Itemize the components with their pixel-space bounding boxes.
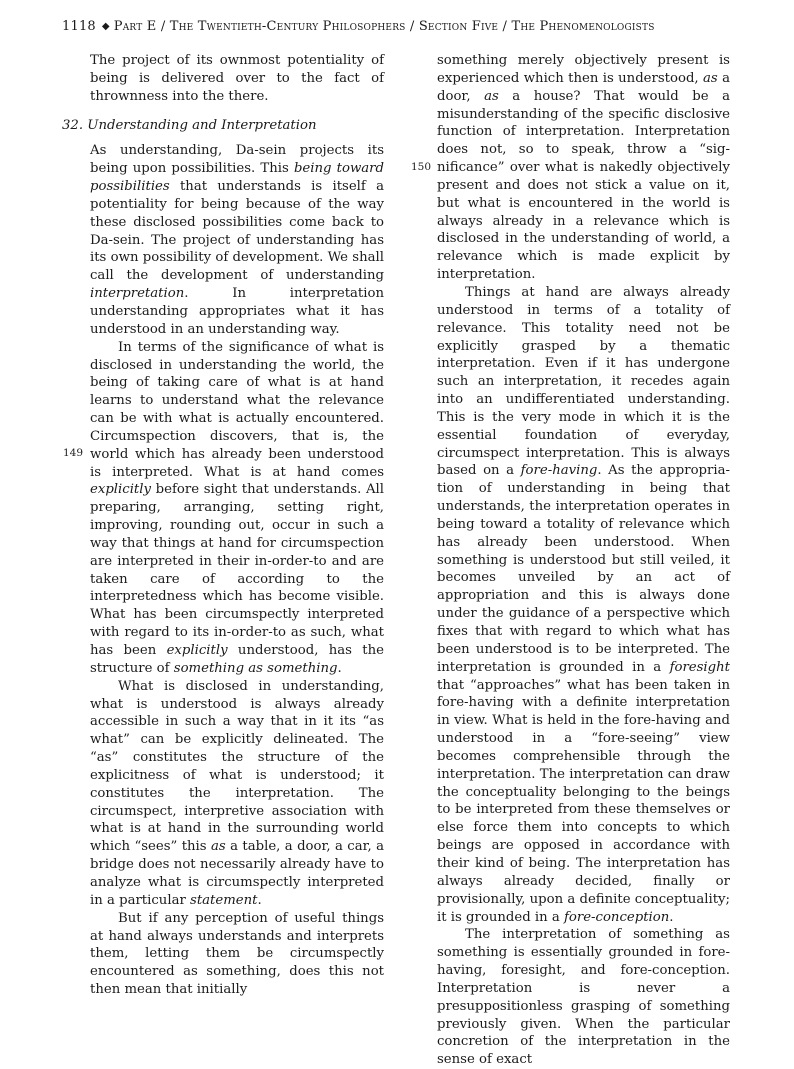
emphasis: foresight <box>669 659 730 675</box>
paragraph: What is disclosed in understanding, what is understood is always already accessible in such a way that in it its “as what” can be explicitly delineated. The “as” constitutes the structure of the explicitness of what is understood; it constitutes the interpretation. The circumspect, interpretive association with what is at hand in the surrounding world which “sees” this as a table, a door, a car, a bridge does not necessarily already have to analyze what is circumspectly interpreted in a particular statement. <box>90 678 384 908</box>
emphasis: being toward possibilities <box>90 161 384 195</box>
diamond-ornament-icon: ◆ <box>101 21 110 32</box>
header-separator: / <box>502 19 508 34</box>
header-section: Section Five <box>418 19 499 34</box>
paragraph: The interpretation of something as something is essentially grounded in fore-having, foresight, and fore-conception. Interpretation is never a presuppositionless grasping of something previously given. When the particular concretion of the interpretation in the sense of exact <box>437 927 730 1068</box>
emphasis: statement <box>190 892 258 908</box>
paragraph: In terms of the significance of what is disclosed in understanding the world, the being of taking care of what is at hand learns to understand what the relevance can be with what is actually encountered. Circumspection discovers, that is, the world which has already been understood is interpreted. What is at hand comes explicitly before sight that understands. All preparing, arranging, setting right, improving, rounding out, occur in such a way that things at hand for circumspection are interpreted in their in-order-to and are taken care of according to the interpretedness which has become visible. What has been circumspectly interpreted with regard to its in-order-to as such, what has been explicitly understood, has the structure of something as something. <box>90 339 384 676</box>
emphasis: as <box>484 88 499 104</box>
emphasis: explicitly <box>166 643 228 658</box>
paragraph: Things at hand are always already understood in terms of a totality of relevance. This totality need not be explicitly grasped by a thematic interpretation. Even if it has undergone such an interpretation, it recedes again into an undifferentiated understanding. This is the very mode in which it is the essential foundation of everyday, circumspect interpretation. This is always based on a fore-having. As the appropriation of understanding in being that understands, the interpretation operates in being toward a totality of relevance which has already been understood. When something is understood but still veiled, it becomes unveiled by an act of appropriation and this is always done under the guidance of a perspective which fixes that with regard to which what has been understood is to be interpreted. The interpretation is grounded in a foresight that “approaches” what has been taken in fore-having with a definite interpretation in view. What is held in the fore-having and understood in a “fore-seeing” view becomes comprehensible through the interpretation. The interpretation can draw the conceptuality belonging to the beings to be interpreted from these themselves or else force them into concepts to which beings are opposed in accordance with their kind of being. The interpretation has always already decided, finally or provisionally, upon a definite conceptuality; it is grounded in a fore-conception. <box>437 284 730 925</box>
emphasis: something as something <box>173 660 338 676</box>
paragraph: But if any perception of useful things at hand always understands and interprets them, letting them be circumspectly encountered as something, does this not then mean that initially <box>90 910 384 998</box>
margin-page-reference: 150 <box>411 161 432 173</box>
emphasis: as <box>703 70 718 86</box>
emphasis: fore-conception <box>564 909 670 925</box>
margin-page-reference: 149 <box>63 447 84 459</box>
emphasis: as <box>210 839 226 855</box>
emphasis: interpretation <box>90 286 185 302</box>
right-column <box>437 52 730 1069</box>
page-number: 1118 <box>62 19 96 34</box>
paragraph: As understanding, Da-sein projects its being upon possibilities. This being toward possibilities that understands is itself a potentiality for being because of the way these disclosed possibilities come back to Da-sein. The project of understanding has its own possibility of development. We shall call the development of understanding interpretation. In interpretation understanding appropriates what it has understood in an understanding way. <box>90 143 384 337</box>
header-chapter: The Phenomenologists <box>511 19 655 34</box>
header-separator: / <box>160 19 166 34</box>
emphasis: fore-having <box>520 463 598 479</box>
header-book-part: The Twentieth-Century Philosophers <box>169 19 406 34</box>
section-heading: 32. Understanding and Interpretation <box>62 117 317 133</box>
paragraph: something merely objectively present is experienced which then is understood, as a door, as a house? That would be a misunderstanding of the specific disclosive function of interpretation. Interpretation does not, so to speak, throw a “significance” over what is nakedly objectively present and does not stick a value on it, but what is encountered in the world is always already in a relevance which is disclosed in the understanding of world, a relevance which is made explicit by interpretation. <box>437 53 730 283</box>
emphasis: explicitly <box>90 482 151 498</box>
running-header <box>62 17 742 37</box>
header-part: Part E <box>113 19 157 34</box>
paragraph: The project of its ownmost potentiality of being is delivered over to the fact of thrownness into the there. <box>90 53 384 104</box>
header-separator: / <box>409 19 415 34</box>
